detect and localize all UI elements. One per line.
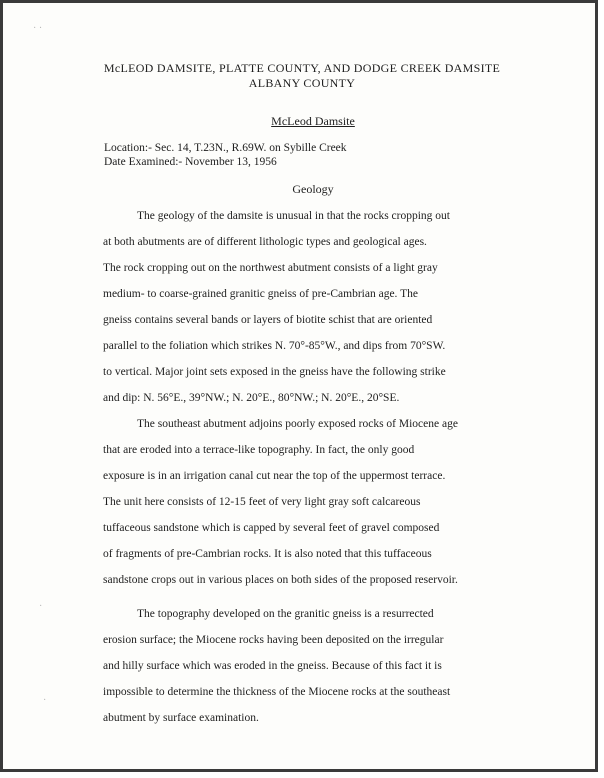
paragraph-line: exposure is in an irrigation canal cut near the top of the uppermost terrace. <box>103 470 446 482</box>
section-title: McLeod Damsite <box>271 114 355 128</box>
paragraph-line: and hilly surface which was eroded in the gneiss. Because of this fact it is <box>103 660 442 672</box>
paragraph-line: sandstone crops out in various places on both sides of the proposed reservoir. <box>103 574 458 586</box>
paragraph-line: The southeast abutment adjoins poorly exposed rocks of Miocene age <box>137 418 458 430</box>
paragraph <box>103 601 563 731</box>
paragraph-line: The topography developed on the granitic gneiss is a resurrected <box>137 608 434 620</box>
paragraph-line: of fragments of pre-Cambrian rocks. It is also noted that this tuffaceous <box>103 548 432 560</box>
scan-speck: · <box>39 601 43 612</box>
paragraph-line: tuffaceous sandstone which is capped by several feet of gravel composed <box>103 522 440 534</box>
scan-speck: · · <box>33 23 43 34</box>
document-subtitle: ALBANY COUNTY <box>248 76 356 90</box>
paragraph <box>103 203 563 411</box>
paragraph-line: The unit here consists of 12-15 feet of very light gray soft calcareous <box>103 496 421 508</box>
paragraph-line: The geology of the damsite is unusual in that the rocks cropping out <box>137 210 450 222</box>
paragraph-line: abutment by surface examination. <box>103 712 259 724</box>
paragraph-line: at both abutments are of different lithologic types and geological ages. <box>103 236 427 248</box>
paragraph <box>103 411 563 593</box>
geology-heading: Geology <box>292 182 334 196</box>
paragraph-line: erosion surface; the Miocene rocks having been deposited on the irregular <box>103 634 444 646</box>
paragraph-line: gneiss contains several bands or layers of biotite schist that are oriented <box>103 314 433 326</box>
paragraph-line: medium- to coarse-grained granitic gneiss of pre-Cambrian age. The <box>103 288 418 300</box>
paragraph-line: to vertical. Major joint sets exposed in the gneiss have the following strike <box>103 366 446 378</box>
document-title: McLEOD DAMSITE, PLATTE COUNTY, AND DODGE CREEK DAMSITE <box>103 61 501 75</box>
date-examined-line: Date Examined:- November 13, 1956 <box>104 156 277 168</box>
paragraph-line: that are eroded into a terrace-like topography. In fact, the only good <box>103 444 415 456</box>
paragraph-line: impossible to determine the thickness of the Miocene rocks at the southeast <box>103 686 451 698</box>
scan-speck: · <box>43 695 47 706</box>
paragraph-line: and dip: N. 56°E., 39°NW.; N. 20°E., 80°NW.; N. 20°E., 20°SE. <box>103 392 400 404</box>
paragraph-line: The rock cropping out on the northwest abutment consists of a light gray <box>103 262 438 274</box>
location-line: Location:- Sec. 14, T.23N., R.69W. on Sybille Creek <box>104 142 347 154</box>
paragraph-line: parallel to the foliation which strikes N. 70°-85°W., and dips from 70°SW. <box>103 340 446 352</box>
